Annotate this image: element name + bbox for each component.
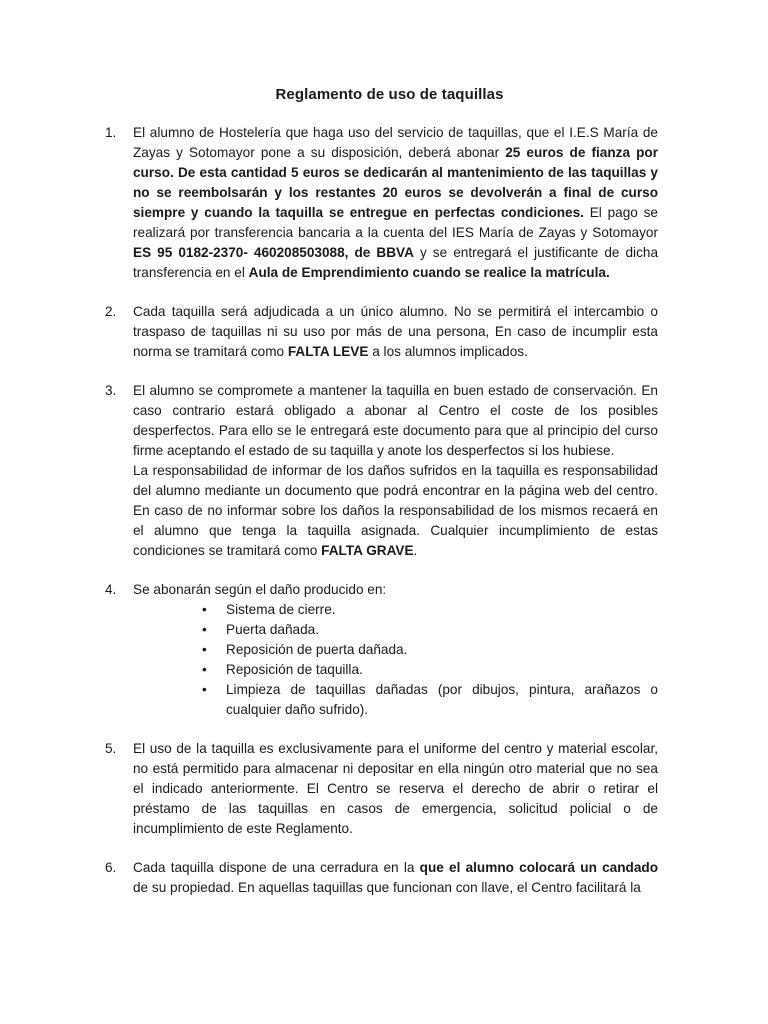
- rule-6: [105, 858, 658, 898]
- rule-text: El uso de la taquilla es exclusivamente para el uniforme del centro y material escolar, no está permitido para almacenar ni depositar en ella ningún otro material que no sea el indicado anteriormente. El Centro se reserva el derecho de abrir o retirar el préstamo de las taquillas en casos de emergencia, solicitud policial o de incumplimiento de este Reglamento.: [133, 741, 658, 836]
- list-item: [202, 660, 658, 680]
- rules-list: [105, 123, 658, 898]
- rule-text-part: a los alumnos implicados.: [368, 344, 528, 359]
- rule-text-part: de su propiedad. En aquellas taquillas que funcionan con llave, el Centro facilitará la: [133, 880, 641, 895]
- bullet-icon: •: [202, 622, 207, 637]
- rule-number: 4.: [105, 582, 117, 597]
- rule-text-part: y se entregará el justificante de dicha transferencia en el: [133, 245, 658, 280]
- list-item: [202, 600, 658, 620]
- rule-text: [133, 123, 658, 283]
- list-item: [202, 680, 658, 720]
- rule-number: 2.: [105, 304, 117, 319]
- rule-5: [105, 739, 658, 839]
- rule-2: [105, 302, 658, 362]
- rule-text-part: Cada taquilla será adjudicada a un único alumno. No se permitirá el intercambio o traspaso de taquillas ni su uso por más de una persona, En caso de incumplir esta norma se tramitará como: [133, 304, 658, 359]
- document-title: Reglamento de uso de taquillas: [275, 86, 504, 103]
- rule-text: El alumno se compromete a mantener la taquilla en buen estado de conservación. En caso contrario estará obligado a abonar al Centro el coste de los posibles desperfectos. Para ello se le entregará este documento para que al principio del curso firme aceptando el estado de su taquilla y anote los desperfectos si los hubiese.: [133, 383, 658, 458]
- rule-bold-text: que el alumno colocará un candado: [419, 860, 658, 875]
- rule-bold-text: Aula de Emprendimiento cuando se realice la matrícula.: [248, 265, 610, 280]
- rule-bold-text: 25 euros de fianza por curso. De esta cantidad 5 euros se dedicarán al mantenimiento de las taquillas y no se reembolsarán y los restantes 20 euros se devolverán a final de curso siempre y cuando la taquilla se entregue en perfectas condiciones.: [133, 145, 658, 220]
- rule-1: [105, 123, 658, 283]
- list-item-text: Reposición de taquilla.: [226, 662, 363, 677]
- rule-text-part: La responsabilidad de informar de los daños sufridos en la taquilla es responsabilidad del alumno mediante un documento que podrá encontrar en la página web del centro. En caso de no informar sobre los daños la responsabilidad de los mismos recaerá en el alumno que tenga la taquilla asignada. Cualquier incumplimiento de estas condiciones se tramitará como: [133, 463, 658, 558]
- rule-number: 3.: [105, 383, 117, 398]
- rule-4: [105, 580, 658, 720]
- bank-account: ES 95 0182-2370- 460208503088, de BBVA: [133, 245, 414, 260]
- rule-text-part: .: [413, 543, 418, 558]
- rule-text: [133, 302, 658, 362]
- list-item: [202, 640, 658, 660]
- list-item-text: Limpieza de taquillas dañadas (por dibujos, pintura, arañazos o cualquier daño sufrido).: [226, 682, 658, 717]
- bullet-icon: •: [202, 682, 207, 697]
- rule-number: 5.: [105, 741, 117, 756]
- rule-bold-text: FALTA LEVE: [287, 344, 369, 359]
- list-item: [202, 620, 658, 640]
- rule-text-part: Cada taquilla dispone de una cerradura en la: [133, 860, 420, 875]
- rule-bold-text: FALTA GRAVE: [321, 543, 414, 558]
- rule-text-part: El alumno de Hostelería que haga uso del servicio de taquillas, que el I.E.S María de Zayas y Sotomayor pone a su disposición, deberá abonar: [133, 125, 658, 160]
- rule-text: [133, 858, 658, 898]
- bullet-icon: •: [202, 662, 207, 677]
- list-item-text: Puerta dañada.: [226, 622, 319, 637]
- list-item-text: Sistema de cierre.: [226, 602, 336, 617]
- rule-number: 6.: [105, 860, 117, 875]
- rule-text-part: El pago se realizará por transferencia bancaria a la cuenta del IES María de Zayas y Sotomayor: [133, 205, 658, 240]
- rule-number: 1.: [105, 125, 117, 140]
- damage-list: [133, 600, 658, 720]
- bullet-icon: •: [202, 602, 207, 617]
- rule-text: [133, 461, 658, 561]
- rule-3: [105, 381, 658, 561]
- rule-text: Se abonarán según el daño producido en:: [133, 582, 387, 597]
- bullet-icon: •: [202, 642, 207, 657]
- list-item-text: Reposición de puerta dañada.: [226, 642, 408, 657]
